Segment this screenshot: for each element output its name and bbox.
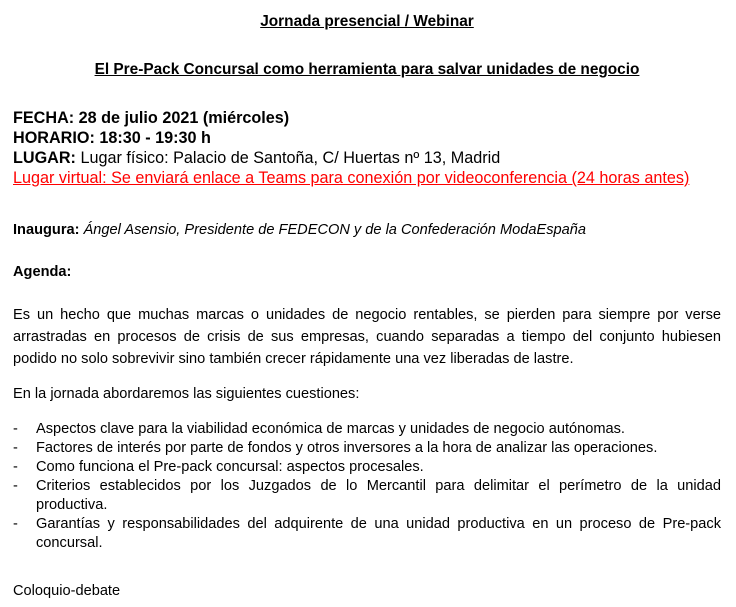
schedule-row (13, 128, 689, 148)
dash-bullet-icon: - (13, 440, 18, 456)
list-item: - Como funciona el Pre-pack concursal: aspectos procesales. (13, 459, 424, 475)
event-details (13, 108, 689, 188)
schedule-label: HORARIO: (13, 129, 95, 147)
dash-bullet-icon: - (13, 478, 18, 494)
list-item: - Garantías y responsabilidades del adquirente de una unidad productiva en un proceso de Pre-pack concursal. (13, 516, 721, 551)
event-title: El Pre-Pack Concursal como herramienta para salvar unidades de negocio (94, 61, 640, 78)
location-value: Lugar físico: Palacio de Santoña, C/ Huertas nº 13, Madrid (80, 149, 501, 167)
event-type-heading: Jornada presencial / Webinar (260, 13, 474, 30)
agenda-heading: Agenda: (13, 264, 72, 280)
inaugura-value: Ángel Asensio, Presidente de FEDECON y de la Confederación ModaEspaña (83, 222, 586, 238)
inaugura-label: Inaugura: (13, 222, 80, 238)
topics-intro: En la jornada abordaremos las siguientes cuestiones: (13, 386, 360, 402)
topics-list (13, 420, 721, 553)
location-label: LUGAR: (13, 149, 76, 167)
schedule-value: 18:30 - 19:30 h (99, 129, 211, 147)
dash-bullet-icon: - (13, 516, 18, 532)
dash-bullet-icon: - (13, 459, 18, 475)
virtual-location-link[interactable]: Lugar virtual: Se enviará enlace a Teams para conexión por videoconferencia (24 horas antes) (13, 169, 690, 187)
list-item: - Criterios establecidos por los Juzgados de lo Mercantil para delimitar el perímetro de la unidad productiva. (13, 478, 721, 513)
list-item: - Factores de interés por parte de fondos y otros inversores a la hora de analizar las operaciones. (13, 440, 658, 456)
closing-line: Coloquio-debate (13, 583, 121, 599)
location-row (13, 148, 689, 168)
dash-bullet-icon: - (13, 421, 18, 437)
list-item: - Aspectos clave para la viabilidad económica de marcas y unidades de negocio autónomas. (13, 421, 625, 437)
date-value: 28 de julio 2021 (miércoles) (78, 109, 290, 127)
date-row (13, 108, 689, 128)
date-label: FECHA: (13, 109, 75, 127)
inaugura-line (13, 222, 586, 239)
description-paragraph: Es un hecho que muchas marcas o unidades de negocio rentables, se pierden para siempre por verse arrastradas en procesos de crisis de sus empresas, cuando separadas a tiempo del conjunto hubiesen podido no solo sobrevivir sino también crecer rápidamente una vez liberadas de lastre. (13, 307, 721, 367)
